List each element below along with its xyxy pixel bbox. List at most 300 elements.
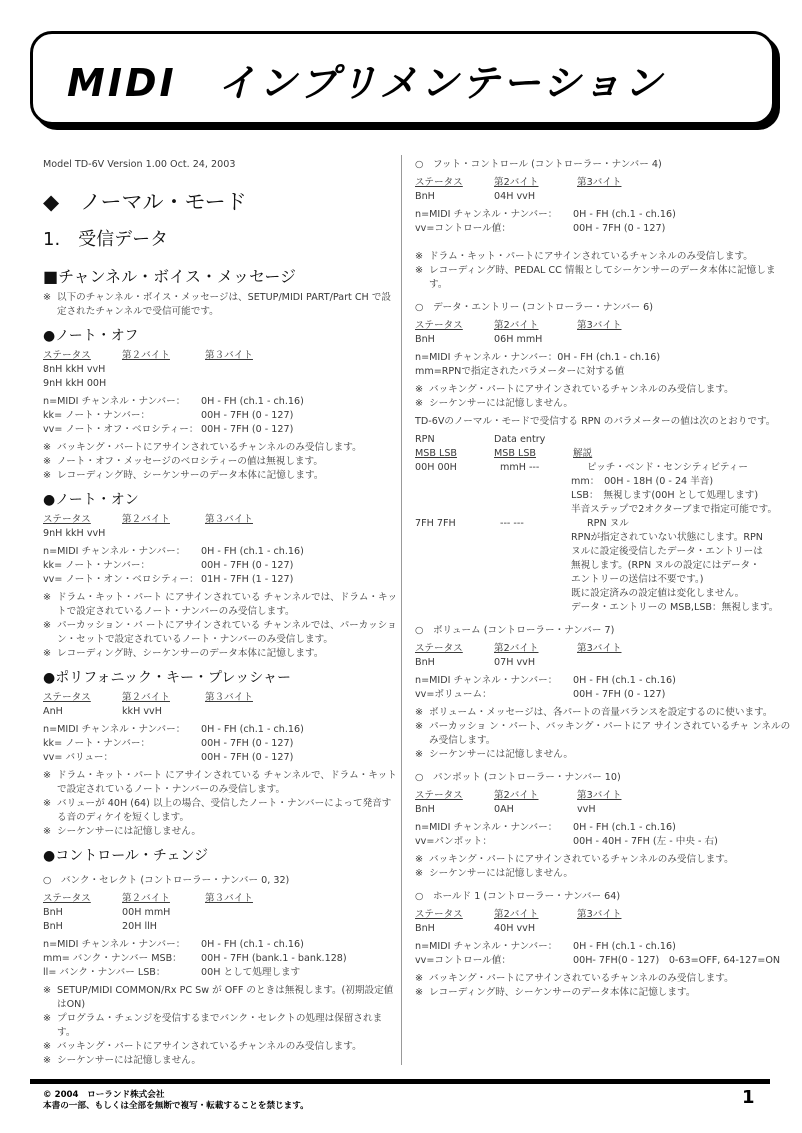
definition-row (415, 940, 793, 954)
table-cell: 8nH kkH vvH (43, 364, 106, 375)
definition-row (43, 737, 398, 751)
note-text: シーケンサーには記憶しません。 (57, 826, 202, 837)
page-title: MIDI インプリメンテーション (67, 61, 665, 105)
column-header (577, 319, 621, 333)
column-header (415, 642, 494, 656)
definition-row (43, 723, 398, 737)
note-mark-icon: ※ (415, 384, 424, 395)
definition-list (415, 940, 793, 968)
note-mark-icon: ※ (43, 770, 52, 781)
table-row (415, 922, 793, 936)
definition-value: 00H - 7FH (bank.1 - bank.128) (201, 953, 347, 964)
notes-list (415, 972, 793, 1000)
header-label: ステータス (415, 643, 463, 654)
status-byte-table (415, 319, 793, 347)
message-heading: ●ノート・オフ (43, 328, 139, 344)
column-header (494, 176, 577, 190)
definition-row (43, 573, 398, 587)
definition-label: n=MIDI チャンネル・ナンバー： (43, 724, 186, 735)
header-label: 第2バイト (494, 320, 539, 331)
header-label: 第2バイト (494, 177, 539, 188)
table-header (415, 789, 793, 803)
rpn-header (415, 447, 793, 461)
note-item (43, 441, 398, 455)
definition-value: 0H - FH (ch.1 - ch.16) (573, 675, 676, 686)
definition-label: n=MIDI チャンネル・ナンバー： (43, 546, 186, 557)
note-text: SETUP/MIDI COMMON/Rx PC Sw が OFF のときは無視します。(初期設定値はON) (57, 985, 394, 1010)
note-text: シーケンサーには記憶しません。 (429, 398, 574, 409)
note-item (415, 986, 793, 1000)
header-label: 第3バイト (577, 909, 622, 920)
table-row (415, 803, 793, 817)
table-row (43, 920, 398, 934)
note-mark-icon: ※ (415, 987, 424, 998)
note-text: レコーディング時、シーケンサーのデータ本体に記憶します。 (57, 470, 324, 481)
note-mark-icon: ※ (415, 749, 424, 760)
description-line: 既に設定済みの設定値は変化しません。 (571, 588, 745, 599)
definition-list (43, 545, 398, 587)
table-cell: 40H vvH (494, 923, 536, 934)
note-mark-icon: ※ (415, 265, 424, 276)
notes-list (415, 706, 793, 762)
message-heading: ●ノート・オン (43, 492, 139, 508)
definition-row (415, 208, 793, 222)
definition-row (415, 222, 793, 236)
definition-label: n=MIDI チャンネル・ナンバー：0H - FH (ch.1 - ch.16) (415, 352, 661, 363)
definition-row (43, 938, 398, 952)
status-byte-table (415, 908, 793, 936)
header-label: 第２バイト (122, 350, 170, 361)
table-cell: BnH (415, 657, 435, 668)
note-item (415, 720, 793, 748)
column-header (577, 642, 621, 656)
column-header (494, 447, 571, 461)
description-line: 無視します。(RPN ヌルの設定にはデータ・ (571, 560, 760, 571)
definition-value: 0H - FH (ch.1 - ch.16) (201, 396, 304, 407)
table-cell: 9nH kkH vvH (43, 528, 106, 539)
right-column (415, 158, 793, 1000)
note-mark-icon: ※ (43, 985, 52, 996)
column-header (122, 349, 205, 363)
header-label: 第２バイト (122, 893, 170, 904)
table-header (43, 892, 398, 906)
note-item (415, 972, 793, 986)
column-header (577, 908, 621, 922)
definition-row (43, 966, 398, 980)
note-text: バッキング・パートにアサインされているチャンネルのみ受信します。 (429, 854, 734, 865)
definition-list (415, 208, 793, 236)
note-text: バリューが 40H (64) 以上の場合、受信したノート・ナンバーによって発音する音のディケイを短くします。 (57, 798, 392, 823)
mode-heading: ◆ ノーマル・モード (43, 190, 247, 214)
note-mark-icon: ※ (43, 470, 52, 481)
definition-row (43, 559, 398, 573)
definition-label: mm=RPNで指定されたパラメーターに対する値 (415, 366, 625, 377)
definition-row (415, 674, 793, 688)
header-label: ステータス (415, 909, 463, 920)
header-label: 第2バイト (494, 643, 539, 654)
note-mark-icon: ※ (43, 826, 52, 837)
note-mark-icon: ※ (43, 292, 52, 303)
note-text: レコーディング時、シーケンサーのデータ本体に記憶します。 (57, 648, 324, 659)
header-label: 第３バイト (205, 893, 253, 904)
table-cell: BnH (415, 923, 435, 934)
note-mark-icon: ※ (415, 868, 424, 879)
definition-value: 0H - FH (ch.1 - ch.16) (573, 941, 676, 952)
definition-label: vv=パンポット： (415, 836, 492, 847)
definition-value: 0H - FH (ch.1 - ch.16) (573, 822, 676, 833)
definition-value: 00H - 7FH (0 - 127) (573, 223, 666, 234)
note-item (43, 797, 398, 825)
rpn-value: 00H 00H (415, 462, 457, 473)
definition-label: n=MIDI チャンネル・ナンバー： (43, 396, 186, 407)
notes-list (43, 591, 398, 661)
table-cell: BnH (415, 191, 435, 202)
definition-label: vv= ノート・オン・ベロシティー： (43, 574, 199, 585)
column-header (43, 513, 122, 527)
controller-heading: ○ バンク・セレクト (コントローラー・ナンバー 0, 32) (43, 875, 290, 886)
table-header (415, 176, 793, 190)
description-line: mm： 00H - 18H (0 - 24 半音) (571, 476, 714, 487)
header-label: 第３バイト (205, 514, 253, 525)
definition-row (43, 409, 398, 423)
table-header (415, 908, 793, 922)
data-entry-label: Data entry (494, 434, 546, 445)
definition-row (43, 423, 398, 437)
definition-label: vv=コントロール値： (415, 223, 511, 234)
controller-heading: ○ データ・エントリー (コントローラー・ナンバー 6) (415, 302, 653, 313)
definition-label: kk= ノート・ナンバー： (43, 560, 151, 571)
definition-row (415, 351, 793, 365)
note-item (415, 748, 793, 762)
definition-label: vv= バリュー： (43, 752, 114, 763)
controller-heading: ○ フット・コントロール (コントローラー・ナンバー 4) (415, 159, 662, 170)
definition-value: 00H として処理します (201, 967, 301, 978)
header-label: ステータス (415, 177, 463, 188)
definition-list (415, 351, 793, 379)
title-banner (30, 31, 775, 125)
status-byte-table (43, 691, 398, 719)
note-item (43, 455, 398, 469)
note-item (43, 291, 398, 319)
note-text: プログラム・チェンジを受信するまでバンク・セレクトの処理は保留されます。 (57, 1013, 383, 1038)
rpn-description (571, 461, 777, 517)
controller-heading: ○ ボリューム (コントローラー・ナンバー 7) (415, 625, 615, 636)
note-text: パーカッショ ン・パート、バッキング・パートにア サインされているチャ ンネルのみ受信します。 (429, 721, 791, 746)
header-label: 第３バイト (205, 350, 253, 361)
table-cell: 20H llH (122, 921, 158, 932)
note-mark-icon: ※ (43, 456, 52, 467)
description-line: ヌルに設定後受信したデータ・エントリーは (571, 546, 763, 557)
description-line: 半音ステップで2オクターブまで指定可能です。 (571, 504, 778, 515)
definition-row (415, 365, 793, 379)
description-line: エントリーの送信は不要です。) (571, 574, 704, 585)
header-label: 第3バイト (577, 790, 622, 801)
notes-list (415, 383, 793, 411)
note-text: シーケンサーには記憶しません。 (429, 868, 574, 879)
rpn-row (415, 517, 793, 615)
definition-value: 00H - 7FH (0 - 127) (201, 560, 294, 571)
column-header (494, 789, 577, 803)
column-header (415, 447, 494, 461)
note-text: レコーディング時、シーケンサーのデータ本体に記憶します。 (429, 987, 696, 998)
notes-list (43, 291, 398, 319)
definition-value: 00H- 7FH(0 - 127) 0-63=OFF, 64-127=ON (573, 955, 781, 966)
header-label: ステータス (43, 893, 91, 904)
note-mark-icon: ※ (43, 620, 52, 631)
header-label: 第３バイト (205, 692, 253, 703)
definition-label: kk= ノート・ナンバー： (43, 410, 151, 421)
definition-value: 00H - 7FH (0 - 127) (201, 424, 294, 435)
left-column (43, 158, 398, 1068)
column-header (571, 447, 592, 461)
header-label: ステータス (415, 320, 463, 331)
definition-label: n=MIDI チャンネル・ナンバー： (415, 675, 558, 686)
data-entry-value: --- --- (500, 518, 524, 529)
status-byte-table (415, 789, 793, 817)
description-line: LSB： 無視します(00H として処理します) (571, 490, 759, 501)
rpn-value: 7FH 7FH (415, 518, 456, 529)
rpn-description (571, 517, 778, 615)
column-header (415, 908, 494, 922)
header-label: MSB LSB (415, 448, 458, 459)
table-cell: BnH (43, 907, 63, 918)
column-header (43, 691, 122, 705)
table-row (415, 656, 793, 670)
description-line: データ・エントリーの MSB,LSB：無視します。 (571, 602, 779, 613)
table-cell: 00H mmH (122, 907, 171, 918)
note-text: ボリューム・メッセージは、各パートの音量バランスを設定するのに使います。 (429, 707, 773, 718)
note-text: バッキング・パートにアサインされているチャンネルのみ受信します。 (57, 1041, 362, 1052)
column-header (205, 691, 253, 705)
definition-list (43, 723, 398, 765)
definition-row (43, 395, 398, 409)
status-byte-table (415, 642, 793, 670)
column-divider (401, 155, 402, 1065)
column-header (43, 349, 122, 363)
note-mark-icon: ※ (43, 442, 52, 453)
table-row (43, 527, 398, 541)
data-entry-value: mmH --- (500, 462, 540, 473)
table-header (43, 691, 398, 705)
notes-list (415, 853, 793, 881)
table-row (415, 190, 793, 204)
note-item (43, 591, 398, 619)
column-header (494, 908, 577, 922)
header-label: 第3バイト (577, 177, 622, 188)
definition-label: n=MIDI チャンネル・ナンバー： (43, 939, 186, 950)
table-row (43, 377, 398, 391)
note-mark-icon: ※ (43, 648, 52, 659)
definition-value: 00H - 7FH (0 - 127) (201, 410, 294, 421)
column-header (577, 176, 621, 190)
section-heading: ■チャンネル・ボイス・メッセージ (43, 267, 297, 286)
note-item (415, 383, 793, 397)
controller-heading: ○ パンポット (コントローラー・ナンバー 10) (415, 772, 621, 783)
message-heading: ●コントロール・チェンジ (43, 848, 209, 864)
definition-value: 0H - FH (ch.1 - ch.16) (201, 546, 304, 557)
note-mark-icon: ※ (415, 973, 424, 984)
chapter-heading: 1. 受信データ (43, 229, 169, 250)
note-item (43, 984, 398, 1012)
definition-list (43, 938, 398, 980)
description-line: ピッチ・ベンド・センシティビティー (587, 462, 748, 473)
description-line: RPNが指定されていない状態にします。RPN (571, 532, 763, 543)
rpn-table (415, 433, 793, 615)
definition-value: 01H - 7FH (1 - 127) (201, 574, 294, 585)
definition-label: n=MIDI チャンネル・ナンバー： (415, 822, 558, 833)
note-text: ドラム・キット・パートにアサインされているチャンネルのみ受信します。 (429, 251, 753, 262)
table-cell: BnH (43, 921, 63, 932)
table-header (43, 349, 398, 363)
definition-row (415, 954, 793, 968)
header-label: 第2バイト (494, 909, 539, 920)
column-header (577, 789, 621, 803)
table-row (43, 705, 398, 719)
notes-list (415, 250, 793, 292)
note-mark-icon: ※ (415, 721, 424, 732)
definition-row (415, 835, 793, 849)
definition-row (415, 821, 793, 835)
header-label: 第２バイト (122, 514, 170, 525)
definition-label: vv=ボリューム： (415, 689, 492, 700)
note-text: バッキング・パートにアサインされているチャンネルのみ受信します。 (429, 973, 734, 984)
table-cell: BnH (415, 804, 435, 815)
definition-label: ll= バンク・ナンバー LSB： (43, 967, 166, 978)
column-header (43, 892, 122, 906)
note-text: ドラム・キット・パート にアサインされている チャンネルで、ドラム・キットで設定されているノート・ナンバーのみ受信します。 (57, 770, 397, 795)
rpn-row (415, 461, 793, 517)
status-byte-table (43, 513, 398, 541)
table-row (43, 363, 398, 377)
footer (43, 1090, 309, 1111)
note-item (43, 469, 398, 483)
note-mark-icon: ※ (43, 592, 52, 603)
definition-value: 0H - FH (ch.1 - ch.16) (573, 209, 676, 220)
header-label: 第２バイト (122, 692, 170, 703)
header-label: 第3バイト (577, 320, 622, 331)
column-header (415, 176, 494, 190)
note-mark-icon: ※ (415, 854, 424, 865)
table-cell: 07H vvH (494, 657, 536, 668)
definition-label: kk= ノート・ナンバー： (43, 738, 151, 749)
note-text: シーケンサーには記憶しません。 (429, 749, 574, 760)
note-text: 以下のチャンネル・ボイス・メッセージは、SETUP/MIDI PART/Part CH で設定されたチャンネルで受信可能です。 (57, 292, 391, 317)
note-item (415, 397, 793, 411)
table-header (43, 513, 398, 527)
description-line: RPN ヌル (587, 518, 629, 529)
definition-row (43, 952, 398, 966)
note-item (415, 264, 793, 292)
header-label: ステータス (43, 692, 91, 703)
paragraph: TD-6Vのノーマル・モードで受信する RPN のパラメーターの値は次のとおりです。 (415, 416, 776, 427)
definition-value: 0H - FH (ch.1 - ch.16) (201, 939, 304, 950)
column-header (415, 789, 494, 803)
rpn-top-header (415, 433, 793, 447)
table-row (43, 906, 398, 920)
note-item (415, 867, 793, 881)
note-mark-icon: ※ (43, 1041, 52, 1052)
notes-list (43, 769, 398, 839)
table-row (415, 333, 793, 347)
column-header (415, 319, 494, 333)
note-text: シーケンサーには記憶しません。 (57, 1055, 202, 1066)
copyright: © 2004 ローランド株式会社 (43, 1090, 165, 1100)
header-label: ステータス (43, 514, 91, 525)
table-cell: vvH (577, 804, 596, 815)
notes-list (43, 441, 398, 483)
definition-row (43, 751, 398, 765)
note-text: バッキング・パートにアサインされているチャンネルのみ受信します。 (57, 442, 362, 453)
definition-list (43, 395, 398, 437)
definition-value: 00H - 7FH (0 - 127) (201, 738, 294, 749)
footer-rule (30, 1079, 770, 1084)
note-item (43, 1040, 398, 1054)
note-mark-icon: ※ (415, 398, 424, 409)
column-header (205, 349, 253, 363)
column-header (122, 691, 205, 705)
note-mark-icon: ※ (43, 1013, 52, 1024)
note-text: パーカッション・パ ートにアサインされている チャンネルでは、パーカッション・セットで設定されているノート・ナンバーのみ受信します。 (57, 620, 397, 645)
note-text: バッキング・パートにアサインされているチャンネルのみ受信します。 (429, 384, 734, 395)
note-mark-icon: ※ (43, 798, 52, 809)
header-label: 解説 (573, 448, 593, 459)
page-number: 1 (742, 1087, 755, 1108)
table-header (415, 319, 793, 333)
note-item (43, 647, 398, 661)
column-header (122, 513, 205, 527)
definition-value: 00H - 40H - 7FH (左 - 中央 - 右) (573, 836, 718, 847)
status-byte-table (43, 349, 398, 391)
message-heading: ●ポリフォニック・キー・プレッシャー (43, 670, 291, 686)
note-text: ノート・オフ・メッセージのベロシティーの値は無視します。 (57, 456, 323, 467)
column-header (494, 642, 577, 656)
definition-value: 00H - 7FH (0 - 127) (573, 689, 666, 700)
column-header (494, 319, 577, 333)
table-cell: AnH (43, 706, 63, 717)
table-cell: 0AH (494, 804, 514, 815)
definition-label: vv= ノート・オフ・ベロシティー： (43, 424, 199, 435)
table-cell: BnH (415, 334, 435, 345)
definition-list (415, 821, 793, 849)
note-mark-icon: ※ (415, 707, 424, 718)
header-label: MSB LSB (494, 448, 537, 459)
copyright-notice: 本書の一部、もしくは全部を無断で複写・転載することを禁じます。 (43, 1100, 309, 1111)
header-label: ステータス (415, 790, 463, 801)
note-item (415, 706, 793, 720)
rpn-label: RPN (415, 434, 435, 445)
header-label: 第3バイト (577, 643, 622, 654)
definition-label: n=MIDI チャンネル・ナンバー： (415, 941, 558, 952)
definition-list (415, 674, 793, 702)
definition-label: vv=コントロール値： (415, 955, 511, 966)
definition-value: 0H - FH (ch.1 - ch.16) (201, 724, 304, 735)
status-byte-table (43, 892, 398, 934)
note-mark-icon: ※ (43, 1055, 52, 1066)
column-header (122, 892, 205, 906)
note-item (43, 769, 398, 797)
note-item (415, 250, 793, 264)
header-label: ステータス (43, 350, 91, 361)
definition-value: 00H - 7FH (0 - 127) (201, 752, 294, 763)
table-cell: 04H vvH (494, 191, 536, 202)
definition-row (43, 545, 398, 559)
note-item (43, 825, 398, 839)
note-item (43, 619, 398, 647)
column-header (205, 513, 253, 527)
note-text: ドラム・キット・パート にアサインされている チャンネルでは、ドラム・キットで設定されているノート・ナンバーのみ受信します。 (57, 592, 398, 617)
controller-heading: ○ ホールド 1 (コントローラー・ナンバー 64) (415, 891, 621, 902)
note-text: レコーディング時、PEDAL CC 情報としてシーケンサーのデータ本体に記憶します。 (429, 265, 776, 290)
